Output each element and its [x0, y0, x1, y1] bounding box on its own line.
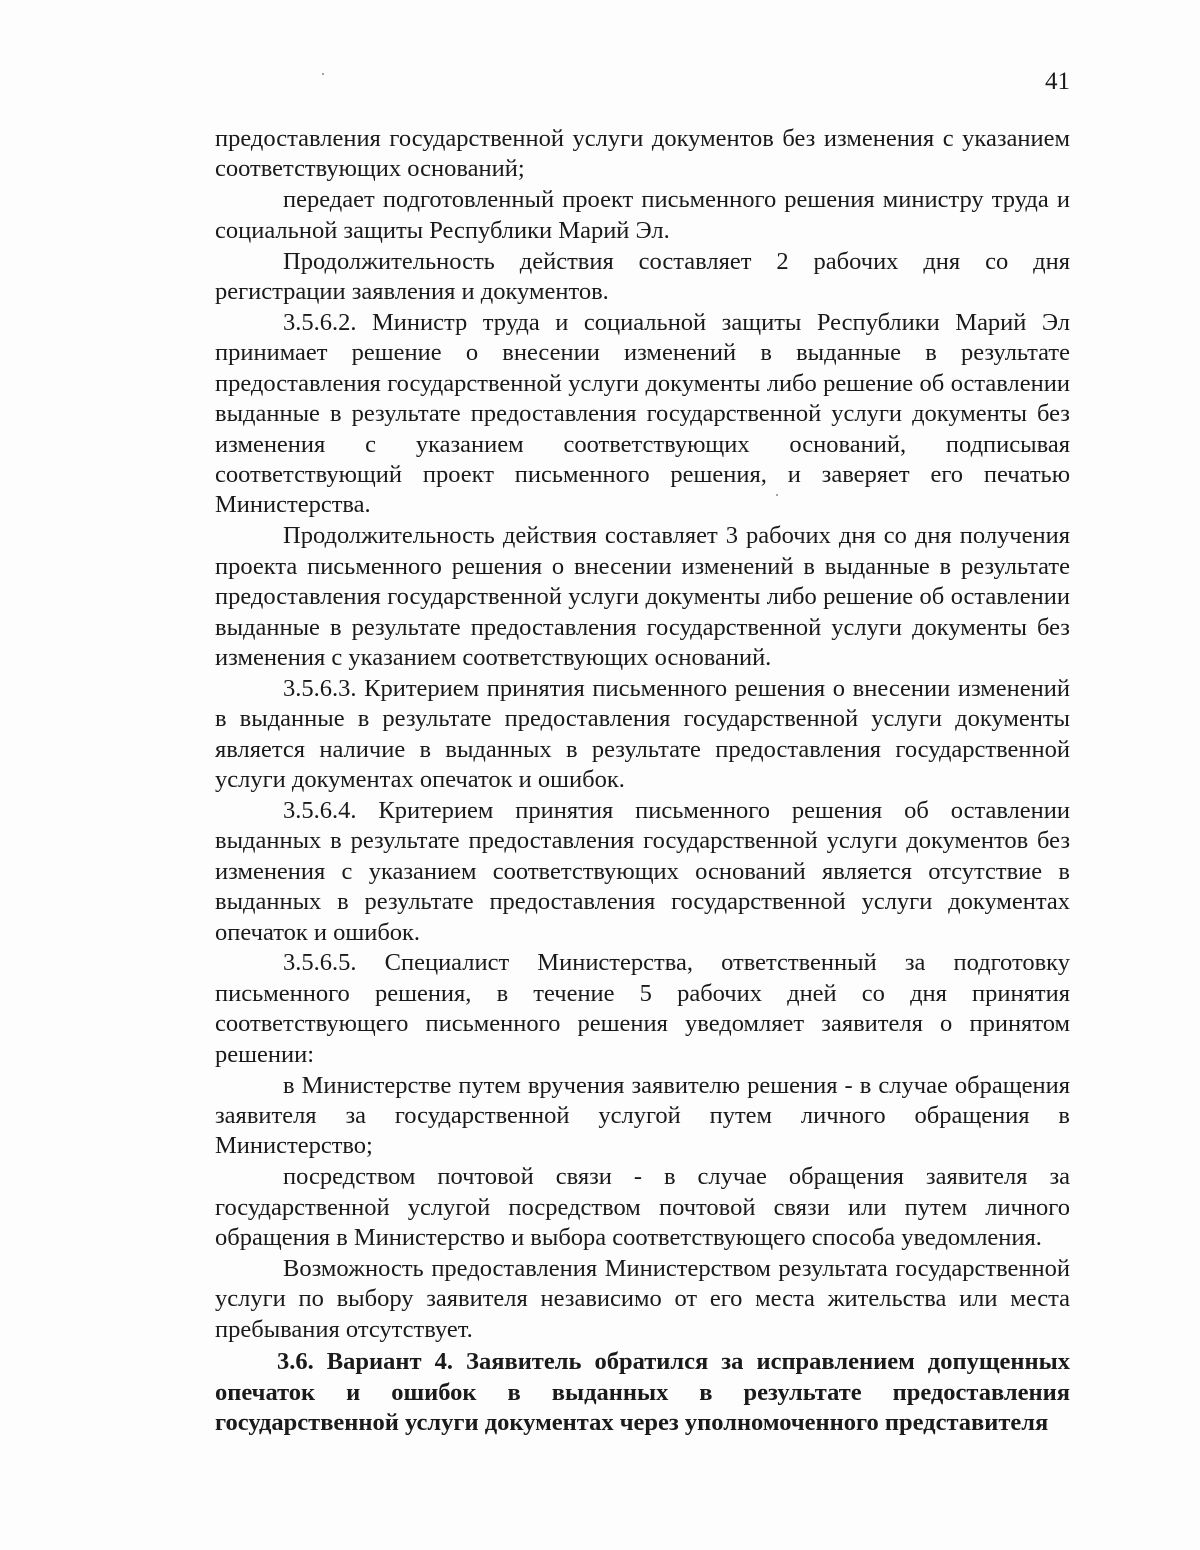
paragraph: Возможность предоставления Министерством результата государственной услуги по выбору заявителя независимо от его места жительства или места пребывания отсутствует. [215, 1255, 1070, 1343]
paragraph: в Министерстве путем вручения заявителю решения - в случае обращения заявителя за государственной услугой путем личного обращения в Министерство; [215, 1071, 1070, 1160]
paragraph: посредством почтовой связи - в случае обращения заявителя за государственной услугой посредством почтовой связи или путем личного обращения в Министерство и выбора соответствующего способа уведомления. [215, 1163, 1070, 1252]
paragraph: 3.5.6.3. Критерием принятия письменного решения о внесении изменений в выданные в результате предоставления государственной услуги документы является наличие в выданных в результате предоставления государственной услуги документах опечаток и ошибок. [215, 674, 1070, 794]
paragraph: передает подготовленный проект письменного решения министру труда и социальной защиты Республики Марий Эл. [215, 186, 1070, 244]
section-heading: 3.6. Вариант 4. Заявитель обратился за исправлением допущенных опечаток и ошибок в выданных в результате предоставления государственной услуги документах через уполномоченного представителя [215, 1348, 1070, 1437]
document-body [215, 124, 1070, 1438]
paragraph: предоставления государственной услуги документов без изменения с указанием соответствующих оснований; [215, 125, 1070, 183]
page-number: 41 [1045, 68, 1070, 95]
paragraph: Продолжительность действия составляет 3 рабочих дня со дня получения проекта письменного решения о внесении изменений в выданные в результате предоставления государственной услуги документы либо решение об оставлении выданные в результате предоставления государственной услуги документы без изменения с указанием соответствующих оснований. [215, 522, 1070, 671]
paragraph: Продолжительность действия составляет 2 рабочих дня со дня регистрации заявления и документов. [215, 247, 1070, 306]
paragraph: 3.5.6.5. Специалист Министерства, ответственный за подготовку письменного решения, в течение 5 рабочих дней со дня принятия соответствующего письменного решения уведомляет заявителя о принятом решении: [215, 949, 1070, 1068]
paragraph: 3.5.6.2. Министр труда и социальной защиты Республики Марий Эл принимает решение о внесении изменений в выданные в результате предоставления государственной услуги документы либо решение об оставлении выданные в результате предоставления государственной услуги документы без изменения с указанием соответствующих оснований, подписывая соответствующий проект письменного решения, и заверяет его печатью Министерства. [215, 308, 1070, 519]
paragraph: 3.5.6.4. Критерием принятия письменного решения об оставлении выданных в результате предоставления государственной услуги документов без изменения с указанием соответствующих оснований является отсутствие в выданных в результате предоставления государственной услуги документах опечаток и ошибок. [215, 796, 1070, 946]
scan-speck [322, 73, 324, 75]
